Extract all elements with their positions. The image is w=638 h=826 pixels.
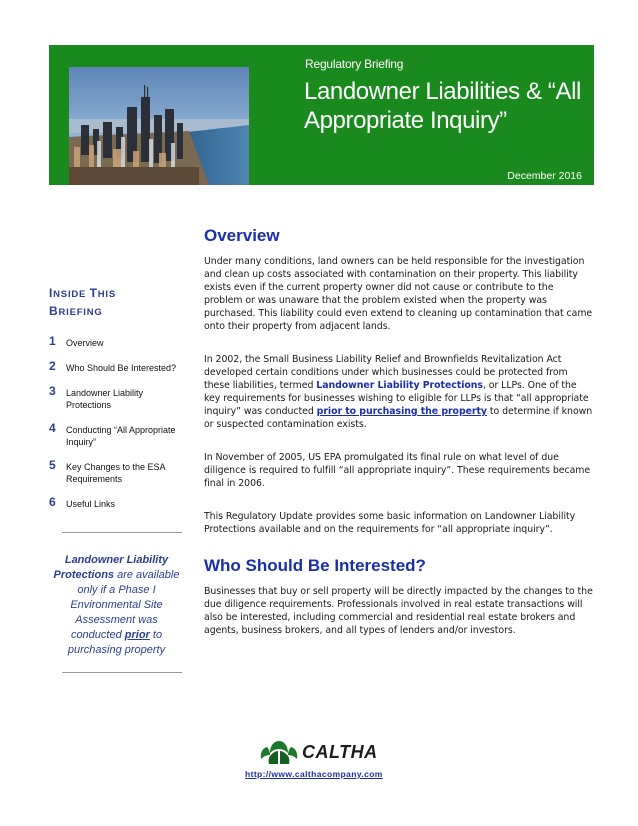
- toc-label: Key Changes to the ESA Requirements: [66, 462, 166, 484]
- toc-number: 5: [49, 458, 56, 472]
- toc-label: Overview: [66, 338, 104, 348]
- toc-number: 4: [49, 421, 56, 435]
- overview-paragraph-2: In 2002, the Small Business Liability Relief and Brownfields Revitalization Act developed certain conditions under which businesses could be protected from these liabilities, termed Landowner Liability Protections, or LLPs. One of the key requirements for businesses wishing to eligible for LLPs is that “all appropriate inquiry” was conducted prior to purchasing the property to determine if known or suspected contamination exists.: [204, 354, 593, 430]
- main-content: [204, 226, 594, 637]
- inside-this-briefing-heading: INSIDE THIS BRIEFING: [49, 286, 117, 318]
- overview-paragraph-1: Under many conditions, land owners can be held responsible for the investigation and clean up costs associated with contamination on their property. This liability exists even if the current property owner did not cause or contribute to the problem or was unaware that the problem existed when the property was purchased. This liability could even extend to cleaning up contamination that came onto their property from adjacent lands.: [204, 256, 593, 332]
- page-title: Landowner Liabilities & “All Appropriate Inquiry”: [304, 78, 581, 134]
- caltha-leaf-logo-icon: [258, 739, 300, 765]
- toc-label: Conducting “All Appropriate Inquiry”: [66, 425, 176, 447]
- city-skyline-photo: [69, 67, 249, 185]
- toc-number: 3: [49, 384, 56, 398]
- toc-number: 6: [49, 495, 56, 509]
- toc-number: 2: [49, 359, 56, 373]
- toc-item[interactable]: [49, 360, 187, 374]
- interested-paragraph: Businesses that buy or sell property will be directly impacted by the changes to the due diligence requirements. Professionals involved in real estate transactions will also be interested, including commercial and residential real estate brokers and agents, business brokers, and all types of lenders and/or investors.: [204, 586, 593, 636]
- toc-item[interactable]: [49, 496, 187, 510]
- overview-paragraph-3: In November of 2005, US EPA promulgated its final rule on what level of due diligence is required to fulfill “all appropriate inquiry”. These requirements became final in 2006.: [204, 452, 591, 489]
- sidebar-divider-top: [62, 532, 182, 533]
- overview-heading: Overview: [204, 226, 280, 245]
- toc-item[interactable]: [49, 422, 187, 448]
- sidebar-divider-bottom: [62, 672, 182, 673]
- sidebar-callout: Landowner Liability Protections are available only if a Phase I Environmental Site Assessment was conducted prior to purchasing property: [53, 554, 180, 656]
- table-of-contents: [49, 335, 187, 510]
- toc-item[interactable]: [49, 335, 187, 349]
- toc-label: Useful Links: [66, 499, 116, 509]
- caltha-wordmark: CALTHA: [302, 742, 378, 762]
- toc-label: Landowner Liability Protections: [66, 388, 144, 410]
- toc-item[interactable]: [49, 385, 187, 411]
- company-website-link[interactable]: http://www.calthacompany.com: [245, 769, 383, 779]
- toc-item[interactable]: [49, 459, 187, 485]
- sidebar: [49, 285, 187, 521]
- caltha-logo: [258, 739, 388, 767]
- header-banner: [49, 45, 594, 185]
- overview-paragraph-4: This Regulatory Update provides some basic information on Landowner Liability Protections available and on the requirements for “all appropriate inquiry”.: [204, 511, 576, 535]
- llp-term: Landowner Liability Protections: [316, 380, 483, 391]
- toc-number: 1: [49, 334, 56, 348]
- issue-date: December 2016: [507, 170, 582, 182]
- who-should-be-interested-heading: Who Should Be Interested?: [204, 556, 426, 575]
- prior-purchase-emphasis: prior to purchasing the property: [316, 406, 487, 417]
- banner-kicker: Regulatory Briefing: [305, 57, 404, 71]
- toc-label: Who Should Be Interested?: [66, 363, 177, 373]
